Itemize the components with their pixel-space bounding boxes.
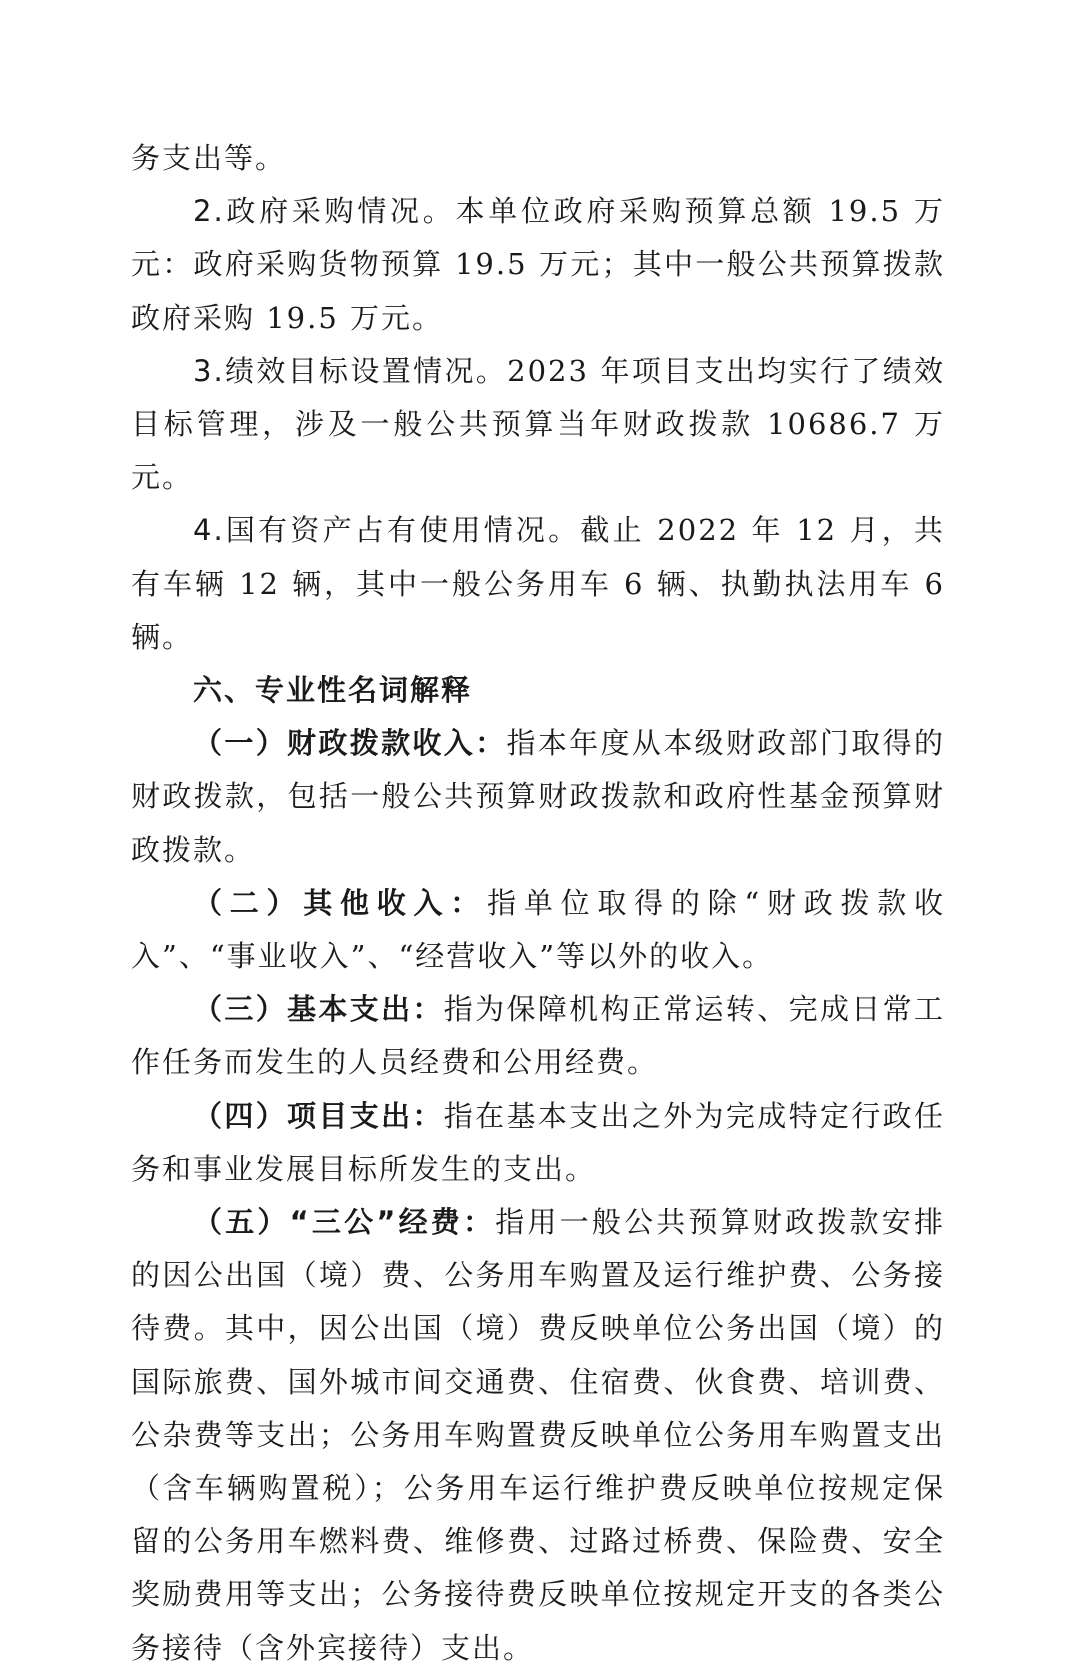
- paragraph-text: 务支出等。: [131, 141, 287, 175]
- paragraph-text: 截止 2022 年 12 月，共有车辆 12 辆，其中一般公务用车 6 辆、执勤执法用车 6 辆。: [131, 513, 946, 654]
- paragraph-lead: 4.国有资产占有使用情况。: [193, 513, 581, 548]
- definition-three-public-expenses: [131, 1196, 945, 1675]
- definition-text: 指用一般公共预算财政拨款安排的因公出国（境）费、公务用车购置及运行维护费、公务接待费。其中，因公出国（境）费反映单位公务出国（境）的国际旅费、国外城市间交通费、住宿费、伙食费、培训费、公杂费等支出；公务用车购置费反映单位公务用车购置支出（含车辆购置税）；公务用车运行维护费反映单位按规定保留的公务用车燃料费、维修费、过路过桥费、保险费、安全奖励费用等支出；公务接待费反映单位按规定开支的各类公务接待（含外宾接待）支出。: [131, 1205, 945, 1665]
- document-body: [131, 132, 945, 1675]
- paragraph-lead: 2.政府采购情况。: [193, 194, 456, 229]
- paragraph-lead: 3.绩效目标设置情况。: [193, 353, 508, 388]
- section-heading: 六、专业性名词解释: [193, 673, 473, 708]
- definition-term: （二）其他收入：: [193, 885, 488, 920]
- paragraph-government-procurement: [131, 185, 945, 345]
- paragraph-continuation: [131, 132, 945, 185]
- definition-term: （五）“三公”经费：: [193, 1205, 496, 1240]
- definition-fiscal-appropriation: [131, 717, 945, 877]
- definition-basic-expenditure: [131, 983, 945, 1089]
- definition-text: 指单位取得的除“财政拨款收入”、“事业收入”、“经营收入”等以外的收入。: [131, 885, 945, 974]
- definition-term: （三）基本支出：: [193, 992, 444, 1027]
- paragraph-text: 本单位政府采购预算总额 19.5 万元：政府采购货物预算 19.5 万元；其中一般公共预算拨款政府采购 19.5 万元。: [131, 194, 946, 335]
- definition-text: 指为保障机构正常运转、完成日常工作任务而发生的人员经费和公用经费。: [131, 992, 945, 1080]
- definition-term: （四）项目支出：: [193, 1098, 444, 1133]
- definition-text: 指本年度从本级财政部门取得的财政拨款，包括一般公共预算财政拨款和政府性基金预算财政拨款。: [131, 726, 945, 867]
- definition-project-expenditure: [131, 1090, 945, 1196]
- definition-term: （一）财政拨款收入：: [193, 726, 507, 761]
- paragraph-performance-targets: [131, 345, 945, 505]
- definition-text: 指在基本支出之外为完成特定行政任务和事业发展目标所发生的支出。: [131, 1098, 945, 1186]
- definition-other-income: [131, 877, 945, 983]
- paragraph-state-assets: [131, 504, 945, 664]
- paragraph-text: 2023 年项目支出均实行了绩效目标管理，涉及一般公共预算当年财政拨款 10686.7 万元。: [131, 353, 946, 495]
